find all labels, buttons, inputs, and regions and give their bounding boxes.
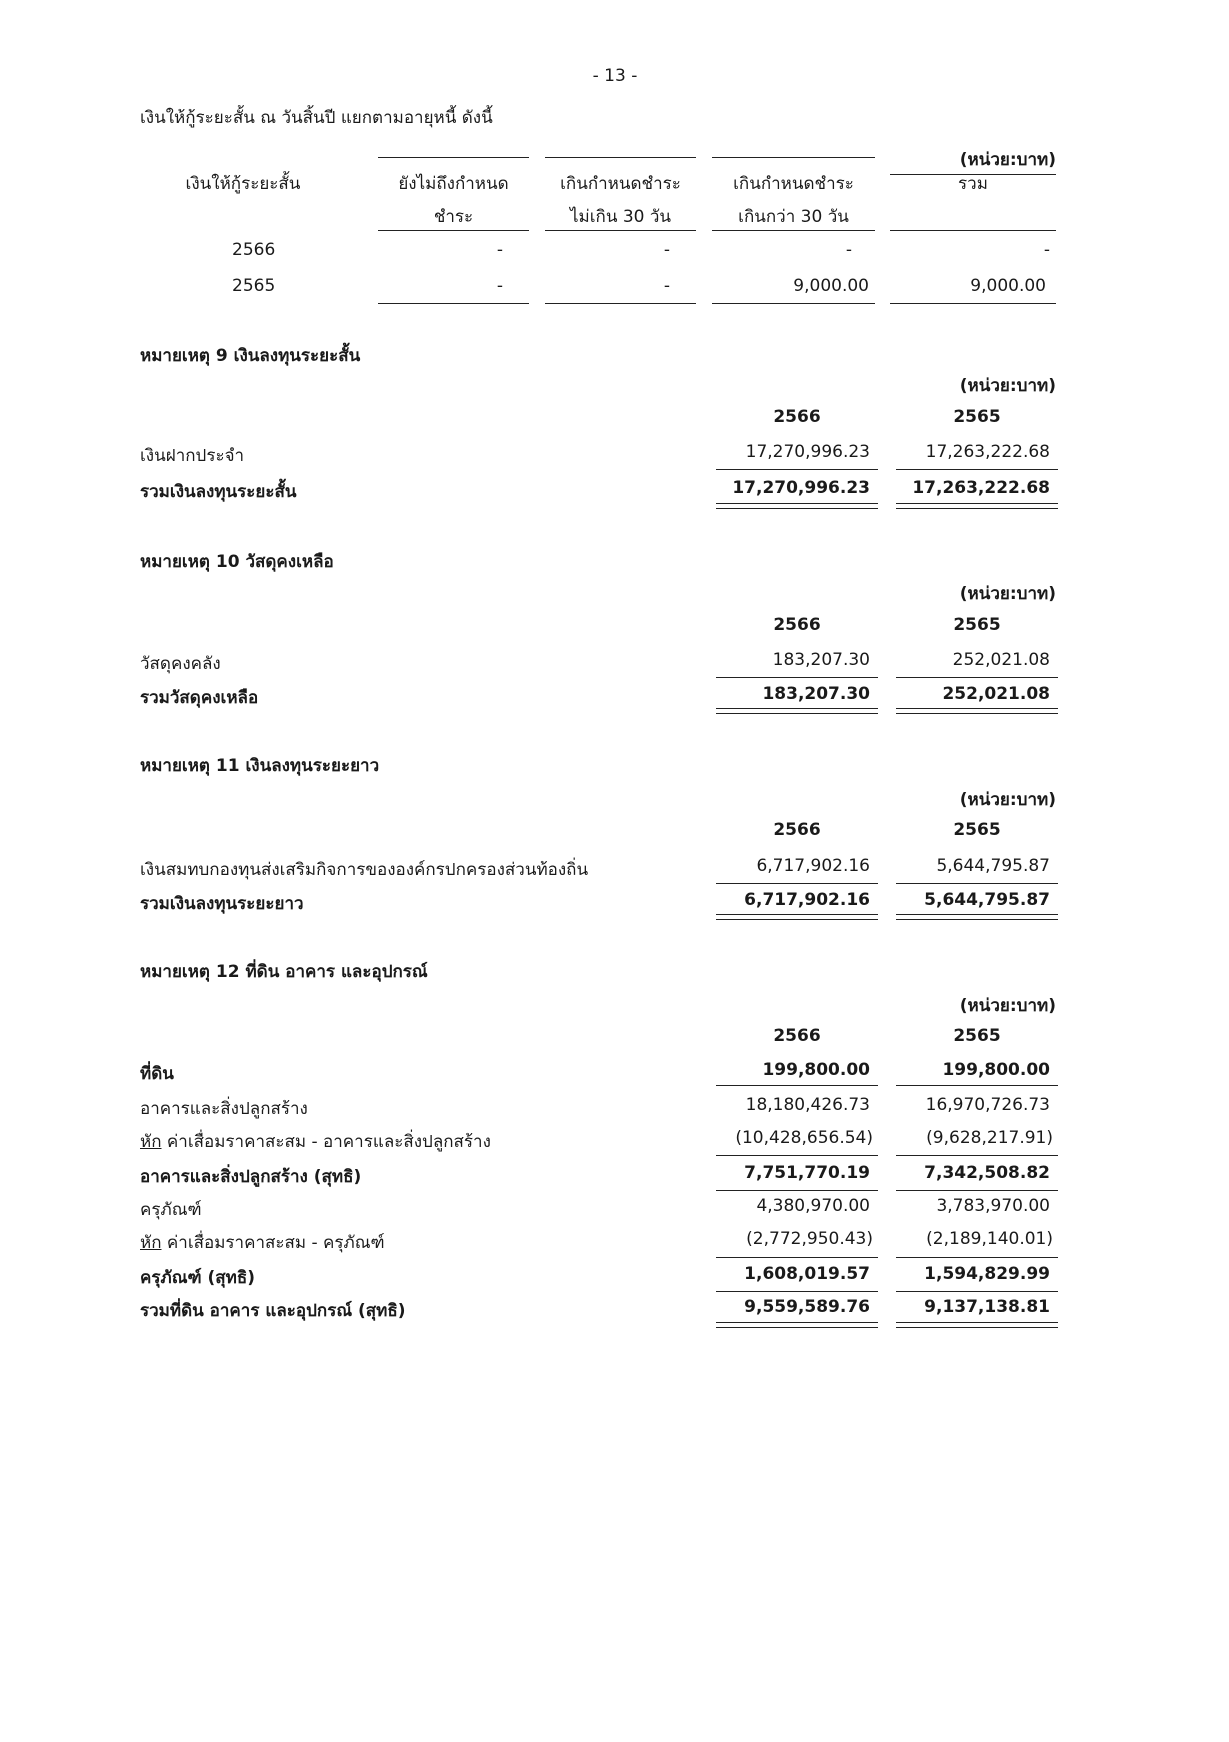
note10-unit: (หน่วย:บาท): [959, 584, 1056, 604]
note10-total-v2: 252,021.08: [942, 684, 1050, 704]
note10-year-2566: 2566: [773, 615, 821, 635]
note9-title: หมายเหตุ 9 เงินลงทุนระยะสั้น: [140, 346, 361, 366]
note12-total-v1: 9,559,589.76: [744, 1297, 870, 1317]
note12-dep-buildings-v2: (9,628,217.91): [926, 1128, 1053, 1148]
note12-buildings-label: อาคารและสิ่งปลูกสร้าง: [140, 1099, 308, 1119]
loans-row-2566-c4: -: [1043, 240, 1050, 260]
note12-buildings-net-label: อาคารและสิ่งปลูกสร้าง (สุทธิ): [140, 1167, 362, 1187]
loans-col1-line1: ยังไม่ถึงกำหนด: [398, 174, 509, 194]
note12-dep-buildings-v1: (10,428,656.54): [735, 1128, 873, 1148]
note10-year-2565: 2565: [953, 615, 1001, 635]
loans-row-2566-c3: -: [845, 240, 852, 260]
note12-dep-equipment-label: หัก ค่าเสื่อมราคาสะสม - ครุภัณฑ์: [140, 1233, 385, 1253]
note10-total-label: รวมวัสดุคงเหลือ: [140, 688, 259, 708]
note12-year-2565: 2565: [953, 1026, 1001, 1046]
note12-equipment-v2: 3,783,970.00: [936, 1196, 1050, 1216]
note12-year-2566: 2566: [773, 1026, 821, 1046]
note12-buildings-net-v2: 7,342,508.82: [924, 1163, 1050, 1183]
loans-col-label: เงินให้กู้ระยะสั้น: [185, 174, 301, 194]
note12-equipment-label: ครุภัณฑ์: [140, 1200, 202, 1220]
note12-land-label: ที่ดิน: [140, 1064, 174, 1084]
note9-year-2566: 2566: [773, 407, 821, 427]
note12-equipment-net-v1: 1,608,019.57: [744, 1264, 870, 1284]
note11-year-2565: 2565: [953, 820, 1001, 840]
loans-heading: เงินให้กู้ระยะสั้น ณ วันสิ้นปี แยกตามอายุหนี้ ดังนี้: [140, 108, 493, 128]
note10-row-v1: 183,207.30: [772, 650, 870, 670]
loans-col1-line2: ชำระ: [433, 207, 474, 227]
note12-title: หมายเหตุ 12 ที่ดิน อาคาร และอุปกรณ์: [140, 962, 428, 982]
note10-title: หมายเหตุ 10 วัสดุคงเหลือ: [140, 552, 334, 572]
less-marker: หัก: [140, 1132, 162, 1152]
note12-buildings-v1: 18,180,426.73: [745, 1095, 870, 1115]
note11-total-label: รวมเงินลงทุนระยะยาว: [140, 894, 304, 914]
note10-row-v2: 252,021.08: [952, 650, 1050, 670]
note11-title: หมายเหตุ 11 เงินลงทุนระยะยาว: [140, 756, 380, 776]
note12-equipment-net-v2: 1,594,829.99: [924, 1264, 1050, 1284]
note12-land-v1: 199,800.00: [762, 1060, 870, 1080]
loans-unit: (หน่วย:บาท): [959, 150, 1056, 170]
note9-total-label: รวมเงินลงทุนระยะสั้น: [140, 482, 297, 502]
note11-row-label: เงินสมทบกองทุนส่งเสริมกิจการขององค์กรปกครองส่วนท้องถิ่น: [140, 860, 589, 880]
note9-year-2565: 2565: [953, 407, 1001, 427]
note10-row-label: วัสดุคงคลัง: [140, 654, 221, 674]
loans-row-2565-c3: 9,000.00: [793, 276, 869, 296]
note9-row-label: เงินฝากประจำ: [140, 446, 245, 466]
loans-row-2566-c1: -: [496, 240, 503, 260]
note9-unit: (หน่วย:บาท): [959, 376, 1056, 396]
note12-buildings-net-v1: 7,751,770.19: [744, 1163, 870, 1183]
note12-equipment-net-label: ครุภัณฑ์ (สุทธิ): [140, 1268, 256, 1288]
loans-col2-line2: ไม่เกิน 30 วัน: [569, 207, 672, 227]
note12-unit: (หน่วย:บาท): [959, 996, 1056, 1016]
loans-row-2565-c4: 9,000.00: [970, 276, 1046, 296]
note11-row-v1: 6,717,902.16: [756, 856, 870, 876]
note12-dep-buildings-label: หัก ค่าเสื่อมราคาสะสม - อาคารและสิ่งปลูกสร้าง: [140, 1132, 491, 1152]
note12-total-v2: 9,137,138.81: [924, 1297, 1050, 1317]
less-marker: หัก: [140, 1233, 162, 1253]
note9-row-v2: 17,263,222.68: [925, 442, 1050, 462]
loans-col4: รวม: [958, 174, 988, 194]
loans-col3-line2: เกินกว่า 30 วัน: [738, 207, 849, 227]
note9-row-v1: 17,270,996.23: [745, 442, 870, 462]
loans-row-2566-c2: -: [663, 240, 670, 260]
note12-total-label: รวมที่ดิน อาคาร และอุปกรณ์ (สุทธิ): [140, 1301, 406, 1321]
loans-col3-line1: เกินกำหนดชำระ: [733, 174, 854, 194]
loans-row-2566-year: 2566: [232, 240, 276, 260]
note12-land-v2: 199,800.00: [942, 1060, 1050, 1080]
note11-year-2566: 2566: [773, 820, 821, 840]
note9-total-v2: 17,263,222.68: [912, 478, 1050, 498]
note11-total-v1: 6,717,902.16: [744, 890, 870, 910]
note11-row-v2: 5,644,795.87: [936, 856, 1050, 876]
loans-row-2565-c1: -: [496, 276, 503, 296]
loans-row-2565-c2: -: [663, 276, 670, 296]
loans-col2-line1: เกินกำหนดชำระ: [560, 174, 681, 194]
note10-total-v1: 183,207.30: [762, 684, 870, 704]
note12-dep-equipment-v1: (2,772,950.43): [746, 1229, 873, 1249]
note12-equipment-v1: 4,380,970.00: [756, 1196, 870, 1216]
note9-total-v1: 17,270,996.23: [732, 478, 870, 498]
note12-dep-equipment-v2: (2,189,140.01): [926, 1229, 1053, 1249]
note12-buildings-v2: 16,970,726.73: [925, 1095, 1050, 1115]
note11-unit: (หน่วย:บาท): [959, 790, 1056, 810]
loans-row-2565-year: 2565: [232, 276, 276, 296]
note11-total-v2: 5,644,795.87: [924, 890, 1050, 910]
page-number: - 13 -: [592, 66, 638, 86]
